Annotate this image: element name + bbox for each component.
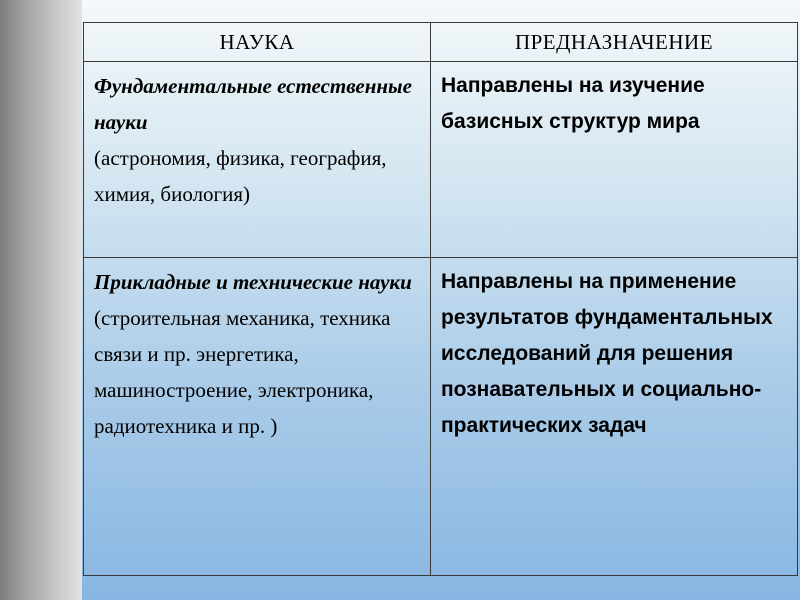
science-examples: (астрономия, физика, география, химия, биология)	[94, 146, 387, 206]
science-title: Фундаментальные естественные науки	[94, 74, 412, 134]
header-science: НАУКА	[84, 23, 431, 62]
header-purpose: ПРЕДНАЗНАЧЕНИЕ	[431, 23, 798, 62]
purpose-cell	[431, 62, 798, 258]
table-header-row	[84, 23, 798, 62]
purpose-text: Направлены на изучение базисных структур мира	[441, 74, 705, 133]
purpose-text: Направлены на применение результатов фундаментальных исследований для решения познавательных и социально-практических задач	[441, 270, 773, 437]
science-examples: (строительная механика, техника связи и пр. энергетика, машиностроение, электроника, радиотехника и пр. )	[94, 306, 391, 438]
left-decorative-strip	[0, 0, 82, 600]
purpose-cell	[431, 258, 798, 576]
table-row	[84, 62, 798, 258]
table-row	[84, 258, 798, 576]
science-table	[83, 22, 798, 576]
science-table-container	[83, 22, 797, 574]
science-cell	[84, 258, 431, 576]
science-cell	[84, 62, 431, 258]
science-title: Прикладные и технические науки	[94, 270, 412, 294]
